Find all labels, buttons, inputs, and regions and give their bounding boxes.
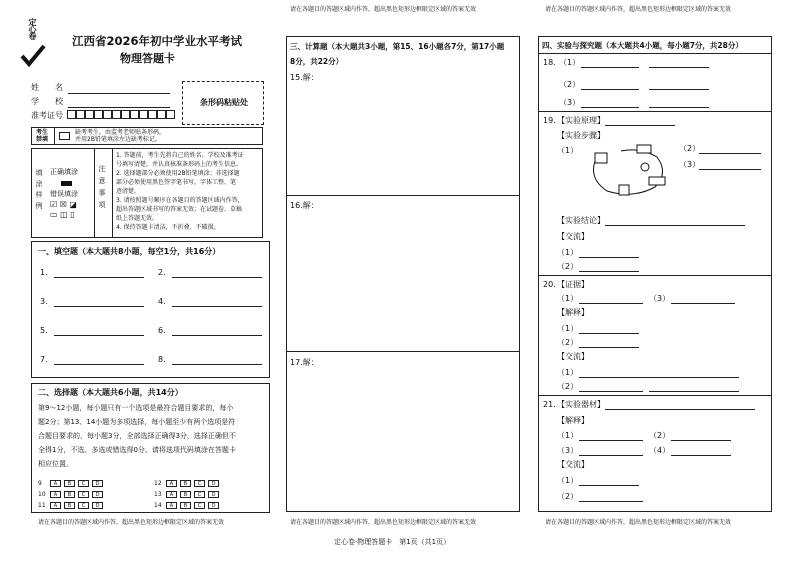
evidence-label: 【证据】: [557, 280, 589, 289]
question-number: 13: [154, 491, 162, 498]
discussion-label: 【交流】: [557, 460, 589, 469]
answer-line[interactable]: [579, 501, 643, 502]
notice-item: 超出答题区域书写的答案无效；在试题卷、草稿: [116, 206, 243, 213]
part-label: （1）: [557, 248, 579, 257]
school-field[interactable]: [68, 107, 170, 108]
answer-line[interactable]: [579, 271, 639, 272]
option-b[interactable]: B: [180, 491, 191, 498]
question-number: 14: [154, 502, 162, 509]
correct-fill-label: 正确填涂: [50, 168, 78, 176]
experiment-principle-label: 【实验原理】: [557, 116, 605, 125]
option-d[interactable]: D: [208, 491, 219, 498]
part-label: （3）: [559, 98, 581, 107]
id-label: 准考证号: [31, 111, 63, 120]
option-c[interactable]: C: [78, 491, 89, 498]
absent-text-2: 并用2B铅笔填涂左边缺考标记。: [75, 136, 161, 143]
option-b[interactable]: B: [64, 491, 75, 498]
top-notice: 请在各题目的答题区域内作答，超出黑色矩形边框限定区域的答案无效: [290, 6, 477, 13]
answer-line[interactable]: [579, 347, 639, 348]
correct-fill-sample: [61, 181, 72, 186]
wrong-fill-samples: ☑ ☒ ◪: [50, 200, 77, 209]
option-c[interactable]: C: [194, 480, 205, 487]
answer-line[interactable]: [172, 364, 262, 365]
question-17: 17.解：: [290, 358, 319, 367]
page-subtitle: 物理答题卡: [120, 52, 175, 65]
part-label: （1）: [557, 146, 579, 155]
answer-line[interactable]: [581, 89, 639, 90]
option-b[interactable]: B: [64, 502, 75, 509]
notice-item: 号填写清楚，并认真核准条形码上的考生信息。: [116, 161, 243, 168]
section-title-2: 8分，共22分）: [290, 57, 344, 66]
answer-line[interactable]: [579, 333, 639, 334]
option-a[interactable]: A: [166, 502, 177, 509]
question-number: 1.: [40, 268, 48, 277]
checkmark-icon: [20, 44, 46, 68]
choice-row: [154, 502, 244, 511]
instruction-line: 相应位置。: [38, 460, 73, 468]
answer-line[interactable]: [172, 306, 262, 307]
part-label: （3）: [679, 160, 701, 169]
bottom-notice: 请在各题目的答题区域内作答，超出黑色矩形边框限定区域的答案无效: [545, 519, 732, 526]
answer-line[interactable]: [54, 277, 144, 278]
wrong-fill-label: 错误填涂: [50, 190, 78, 198]
question-number: 7.: [40, 355, 48, 364]
option-c[interactable]: C: [78, 502, 89, 509]
answer-line[interactable]: [649, 89, 709, 90]
instruction-line: 第9～12小题，每小题只有一个选项是最符合题目要求的，每小: [38, 404, 234, 412]
option-a[interactable]: A: [166, 480, 177, 487]
question-number: 12: [154, 480, 162, 487]
question-number: 18.: [543, 58, 556, 67]
section-choice: [31, 383, 270, 513]
section-calculation: [286, 36, 520, 512]
instruction-line: 合题目要求的，每小题3分，全部选择正确得3分，选择正确但不: [38, 432, 236, 440]
option-b[interactable]: B: [180, 502, 191, 509]
option-d[interactable]: D: [92, 502, 103, 509]
answer-line[interactable]: [699, 169, 761, 170]
part-label: （3）: [557, 446, 579, 455]
question-number: 2.: [158, 268, 166, 277]
bottom-notice: 请在各题目的答题区域内作答，超出黑色矩形边框限定区域的答案无效: [290, 519, 477, 526]
part-label: （3）: [649, 294, 671, 303]
school-label: 学 校: [31, 97, 63, 106]
part-label: （1）: [557, 324, 579, 333]
logo-text: 定心卷: [28, 18, 37, 39]
answer-line[interactable]: [579, 485, 639, 486]
answer-line[interactable]: [671, 303, 735, 304]
answer-line[interactable]: [581, 107, 639, 108]
part-label: （2）: [557, 382, 579, 391]
answer-line[interactable]: [54, 364, 144, 365]
footer-text: 定心卷·物理答题卡 第1页（共1页）: [334, 538, 451, 546]
question-number: 21.: [543, 400, 556, 409]
answer-area-16[interactable]: [287, 215, 519, 350]
discussion-label: 【交流】: [557, 232, 589, 241]
option-a[interactable]: A: [50, 502, 61, 509]
option-d[interactable]: D: [208, 480, 219, 487]
question-number: 4.: [158, 297, 166, 306]
option-b[interactable]: B: [180, 480, 191, 487]
explanation-label: 【解释】: [557, 308, 589, 317]
question-15: 15.解：: [290, 73, 319, 82]
section-experiment: [538, 36, 772, 512]
part-label: （1）: [557, 476, 579, 485]
option-c[interactable]: C: [194, 491, 205, 498]
part-label: （2）: [679, 144, 701, 153]
name-field[interactable]: [68, 93, 170, 94]
absent-label: 考生: [36, 129, 49, 136]
answer-line[interactable]: [649, 107, 709, 108]
notice-label: 注意事项: [98, 165, 106, 213]
experiment-conclusion-label: 【实验结论】: [557, 216, 605, 225]
answer-line[interactable]: [579, 391, 643, 392]
part-label: （1）: [557, 368, 579, 377]
example-notice-box: [31, 148, 263, 238]
part-label: （2）: [557, 338, 579, 347]
answer-line[interactable]: [605, 225, 745, 226]
absent-box: [31, 127, 263, 145]
answer-line[interactable]: [605, 125, 675, 126]
choice-row: [38, 502, 128, 511]
equipment-label: 【实验器材】: [557, 400, 605, 409]
option-a[interactable]: A: [166, 491, 177, 498]
answer-line[interactable]: [172, 277, 262, 278]
answer-line[interactable]: [579, 377, 739, 378]
notice-item: 3. 请按照题号顺序在各题目的答题区域内作答，: [116, 197, 244, 204]
part-label: （1）: [559, 58, 581, 67]
answer-line[interactable]: [671, 455, 731, 456]
option-c[interactable]: C: [194, 502, 205, 509]
fill-example-label: 填涂样例: [35, 169, 43, 213]
part-label: （2）: [557, 262, 579, 271]
choice-row: [154, 480, 244, 489]
question-number: 5.: [40, 326, 48, 335]
bottom-notice: 请在各题目的答题区域内作答，超出黑色矩形边框限定区域的答案无效: [38, 519, 225, 526]
answer-line[interactable]: [671, 440, 731, 441]
notice-item: 部分必须使用黑色签字笔书写，字体工整、笔: [116, 179, 237, 186]
part-label: （4）: [649, 446, 671, 455]
question-number: 20.: [543, 280, 556, 289]
notice-item: 2. 选择题部分必须使用2B铅笔填涂；非选择题: [116, 170, 240, 177]
top-notice: 请在各题目的答题区域内作答，超出黑色矩形边框限定区域的答案无效: [545, 6, 732, 13]
option-d[interactable]: D: [208, 502, 219, 509]
answer-line[interactable]: [54, 335, 144, 336]
answer-line[interactable]: [579, 257, 639, 258]
part-label: （2）: [557, 492, 579, 501]
question-number: 10: [38, 491, 46, 498]
name-label: 姓 名: [31, 83, 63, 92]
choice-row: [154, 491, 244, 500]
answer-line[interactable]: [649, 67, 709, 68]
circuit-diagram: [585, 143, 669, 199]
answer-line[interactable]: [605, 409, 755, 410]
section-title: 一、填空题（本大题共8小题，每空1分，共16分）: [38, 247, 221, 256]
question-number: 3.: [40, 297, 48, 306]
option-a[interactable]: A: [50, 480, 61, 487]
answer-line[interactable]: [579, 455, 643, 456]
instruction-line: 题2分；第13、14小题为多项选择，每小题至少有两个选项是符: [38, 418, 236, 426]
notice-item: 纸上答题无效。: [116, 215, 159, 222]
absent-text: 缺考考生，由监考老师贴条形码，: [75, 129, 166, 136]
choice-row: [38, 480, 128, 489]
id-boxes[interactable]: [67, 110, 177, 121]
answer-line[interactable]: [579, 303, 643, 304]
instruction-line: 全得1分，不选、多选或错选得0分。请将选项代码填涂在答题卡: [38, 446, 236, 454]
answer-line[interactable]: [699, 153, 761, 154]
option-c[interactable]: C: [78, 480, 89, 487]
absent-mark-box[interactable]: [59, 132, 70, 140]
option-d[interactable]: D: [92, 480, 103, 487]
answer-line[interactable]: [649, 391, 739, 392]
experiment-steps-label: 【实验步骤】: [557, 131, 605, 140]
part-label: （1）: [557, 431, 579, 440]
section-title: 四、实验与探究题（本大题共4小题，每小题7分，共28分）: [542, 41, 743, 50]
section-title: 二、选择题（本大题共6小题，共14分）: [38, 388, 183, 397]
part-label: （2）: [649, 431, 671, 440]
question-number: 11: [38, 502, 46, 509]
question-number: 9: [38, 480, 42, 487]
notice-item: 1. 答题前，考生先将自己的姓名、学校及准考证: [116, 152, 244, 159]
answer-line[interactable]: [54, 306, 144, 307]
answer-line[interactable]: [172, 335, 262, 336]
answer-area-17[interactable]: [287, 372, 519, 510]
notice-item: 迹清楚。: [116, 188, 141, 195]
option-a[interactable]: A: [50, 491, 61, 498]
part-label: （2）: [559, 80, 581, 89]
part-label: （1）: [557, 294, 579, 303]
question-number: 8.: [158, 355, 166, 364]
question-number: 19.: [543, 116, 556, 125]
barcode-area: [182, 81, 264, 125]
answer-line[interactable]: [581, 67, 639, 68]
wrong-fill-samples-2: ▭ ◫ ▯: [50, 210, 75, 219]
question-16: 16.解：: [290, 201, 319, 210]
choice-row: [38, 491, 128, 500]
notice-item: 4. 保持答题卡清洁，不折叠、不破损。: [116, 224, 220, 231]
answer-area-15[interactable]: [287, 87, 519, 195]
option-d[interactable]: D: [92, 491, 103, 498]
absent-label-2: 禁填: [36, 136, 49, 143]
section-title: 三、计算题（本大题共3小题，第15、16小题各7分，第17小题: [290, 42, 505, 51]
logo: [22, 18, 48, 70]
explanation-label: 【解释】: [557, 416, 589, 425]
page-title: 江西省2026年初中学业水平考试: [72, 34, 243, 48]
barcode-label: 条形码粘贴处: [200, 98, 248, 107]
option-b[interactable]: B: [64, 480, 75, 487]
answer-line[interactable]: [579, 440, 643, 441]
discussion-label: 【交流】: [557, 352, 589, 361]
question-number: 6.: [158, 326, 166, 335]
section-fill-blank: [31, 241, 270, 378]
